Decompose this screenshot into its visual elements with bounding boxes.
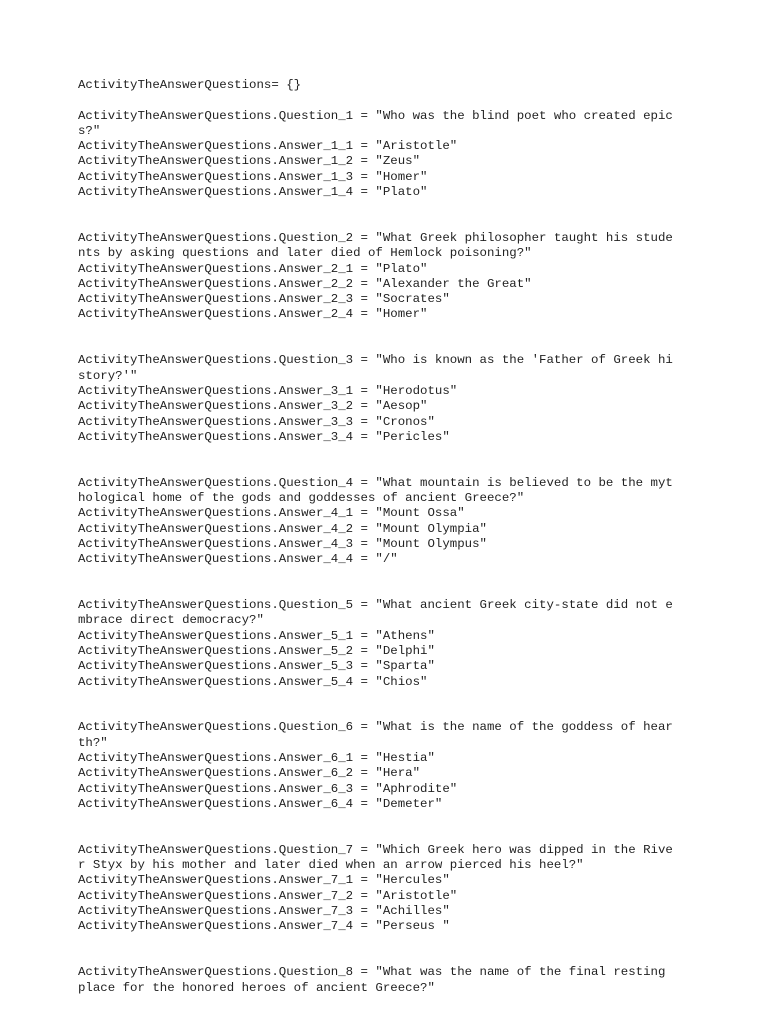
question-line: ActivityTheAnswerQuestions.Question_2 = "What Greek philosopher taught his stude bbox=[78, 230, 673, 245]
question-line: ActivityTheAnswerQuestions.Question_8 = "What was the name of the final resting bbox=[78, 965, 666, 980]
question-line-continued: th?" bbox=[78, 735, 108, 750]
answer-line: ActivityTheAnswerQuestions.Answer_4_2 = "Mount Olympia" bbox=[78, 521, 487, 536]
answer-line: ActivityTheAnswerQuestions.Answer_3_4 = "Pericles" bbox=[78, 429, 450, 444]
answer-line: ActivityTheAnswerQuestions.Answer_6_2 = "Hera" bbox=[78, 766, 421, 781]
code-document bbox=[78, 78, 698, 996]
answer-line: ActivityTheAnswerQuestions.Answer_7_1 = "Hercules" bbox=[78, 873, 450, 888]
answer-line: ActivityTheAnswerQuestions.Answer_1_3 = "Homer" bbox=[78, 169, 428, 184]
answer-line: ActivityTheAnswerQuestions.Answer_4_1 = "Mount Ossa" bbox=[78, 506, 465, 521]
question-line-continued: s?" bbox=[78, 123, 101, 138]
answer-line: ActivityTheAnswerQuestions.Answer_3_1 = "Herodotus" bbox=[78, 383, 458, 398]
answer-line: ActivityTheAnswerQuestions.Answer_2_3 = "Socrates" bbox=[78, 292, 450, 307]
question-block-4 bbox=[78, 476, 698, 568]
question-line: ActivityTheAnswerQuestions.Question_6 = "What is the name of the goddess of hear bbox=[78, 720, 673, 735]
answer-line: ActivityTheAnswerQuestions.Answer_1_1 = "Aristotle" bbox=[78, 139, 458, 154]
question-block-6 bbox=[78, 720, 698, 812]
spacer bbox=[78, 690, 698, 721]
question-line: ActivityTheAnswerQuestions.Question_4 = "What mountain is believed to be the myt bbox=[78, 475, 673, 490]
question-line-continued: mbrace direct democracy?" bbox=[78, 613, 264, 628]
spacer bbox=[78, 568, 698, 599]
question-block-2 bbox=[78, 231, 698, 323]
answer-line: ActivityTheAnswerQuestions.Answer_7_2 = "Aristotle" bbox=[78, 888, 458, 903]
answer-line: ActivityTheAnswerQuestions.Answer_5_2 = "Delphi" bbox=[78, 643, 435, 658]
answer-line: ActivityTheAnswerQuestions.Answer_2_4 = "Homer" bbox=[78, 307, 428, 322]
question-line-continued: r Styx by his mother and later died when an arrow pierced his heel?" bbox=[78, 858, 584, 873]
question-line-continued: story?'" bbox=[78, 368, 138, 383]
answer-line: ActivityTheAnswerQuestions.Answer_6_4 = "Demeter" bbox=[78, 796, 443, 811]
answer-line: ActivityTheAnswerQuestions.Answer_7_4 = "Perseus " bbox=[78, 919, 450, 934]
answer-line: ActivityTheAnswerQuestions.Answer_3_3 = "Cronos" bbox=[78, 414, 435, 429]
spacer bbox=[78, 323, 698, 354]
answer-line: ActivityTheAnswerQuestions.Answer_5_3 = "Sparta" bbox=[78, 659, 435, 674]
question-block-7 bbox=[78, 843, 698, 935]
answer-line: ActivityTheAnswerQuestions.Answer_3_2 = "Aesop" bbox=[78, 399, 428, 414]
question-line-continued: nts by asking questions and later died of Hemlock poisoning?" bbox=[78, 246, 532, 261]
question-block-5 bbox=[78, 598, 698, 690]
question-line: ActivityTheAnswerQuestions.Question_7 = "Which Greek hero was dipped in the Rive bbox=[78, 842, 673, 857]
answer-line: ActivityTheAnswerQuestions.Answer_2_1 = "Plato" bbox=[78, 261, 428, 276]
question-block-3 bbox=[78, 353, 698, 445]
answer-line: ActivityTheAnswerQuestions.Answer_2_2 = "Alexander the Great" bbox=[78, 276, 532, 291]
question-line: ActivityTheAnswerQuestions.Question_1 = "Who was the blind poet who created epic bbox=[78, 108, 673, 123]
question-line-continued: place for the honored heroes of ancient Greece?" bbox=[78, 980, 435, 995]
spacer bbox=[78, 445, 698, 476]
answer-line: ActivityTheAnswerQuestions.Answer_4_3 = "Mount Olympus" bbox=[78, 536, 487, 551]
question-line-continued: hological home of the gods and goddesses of ancient Greece?" bbox=[78, 491, 525, 506]
spacer bbox=[78, 93, 698, 108]
question-line: ActivityTheAnswerQuestions.Question_5 = "What ancient Greek city-state did not e bbox=[78, 598, 673, 613]
header-line: ActivityTheAnswerQuestions= {} bbox=[78, 78, 302, 92]
spacer bbox=[78, 935, 698, 966]
answer-line: ActivityTheAnswerQuestions.Answer_1_2 = "Zeus" bbox=[78, 154, 421, 169]
answer-line: ActivityTheAnswerQuestions.Answer_4_4 = "/" bbox=[78, 552, 398, 567]
question-block-8 bbox=[78, 965, 698, 996]
spacer bbox=[78, 812, 698, 843]
answer-line: ActivityTheAnswerQuestions.Answer_6_3 = "Aphrodite" bbox=[78, 781, 458, 796]
answer-line: ActivityTheAnswerQuestions.Answer_1_4 = "Plato" bbox=[78, 185, 428, 200]
question-line: ActivityTheAnswerQuestions.Question_3 = "Who is known as the 'Father of Greek hi bbox=[78, 353, 673, 368]
spacer bbox=[78, 200, 698, 231]
answer-line: ActivityTheAnswerQuestions.Answer_5_4 = "Chios" bbox=[78, 674, 428, 689]
question-block-1 bbox=[78, 109, 698, 201]
answer-line: ActivityTheAnswerQuestions.Answer_6_1 = "Hestia" bbox=[78, 751, 435, 766]
answer-line: ActivityTheAnswerQuestions.Answer_7_3 = "Achilles" bbox=[78, 904, 450, 919]
answer-line: ActivityTheAnswerQuestions.Answer_5_1 = "Athens" bbox=[78, 628, 435, 643]
